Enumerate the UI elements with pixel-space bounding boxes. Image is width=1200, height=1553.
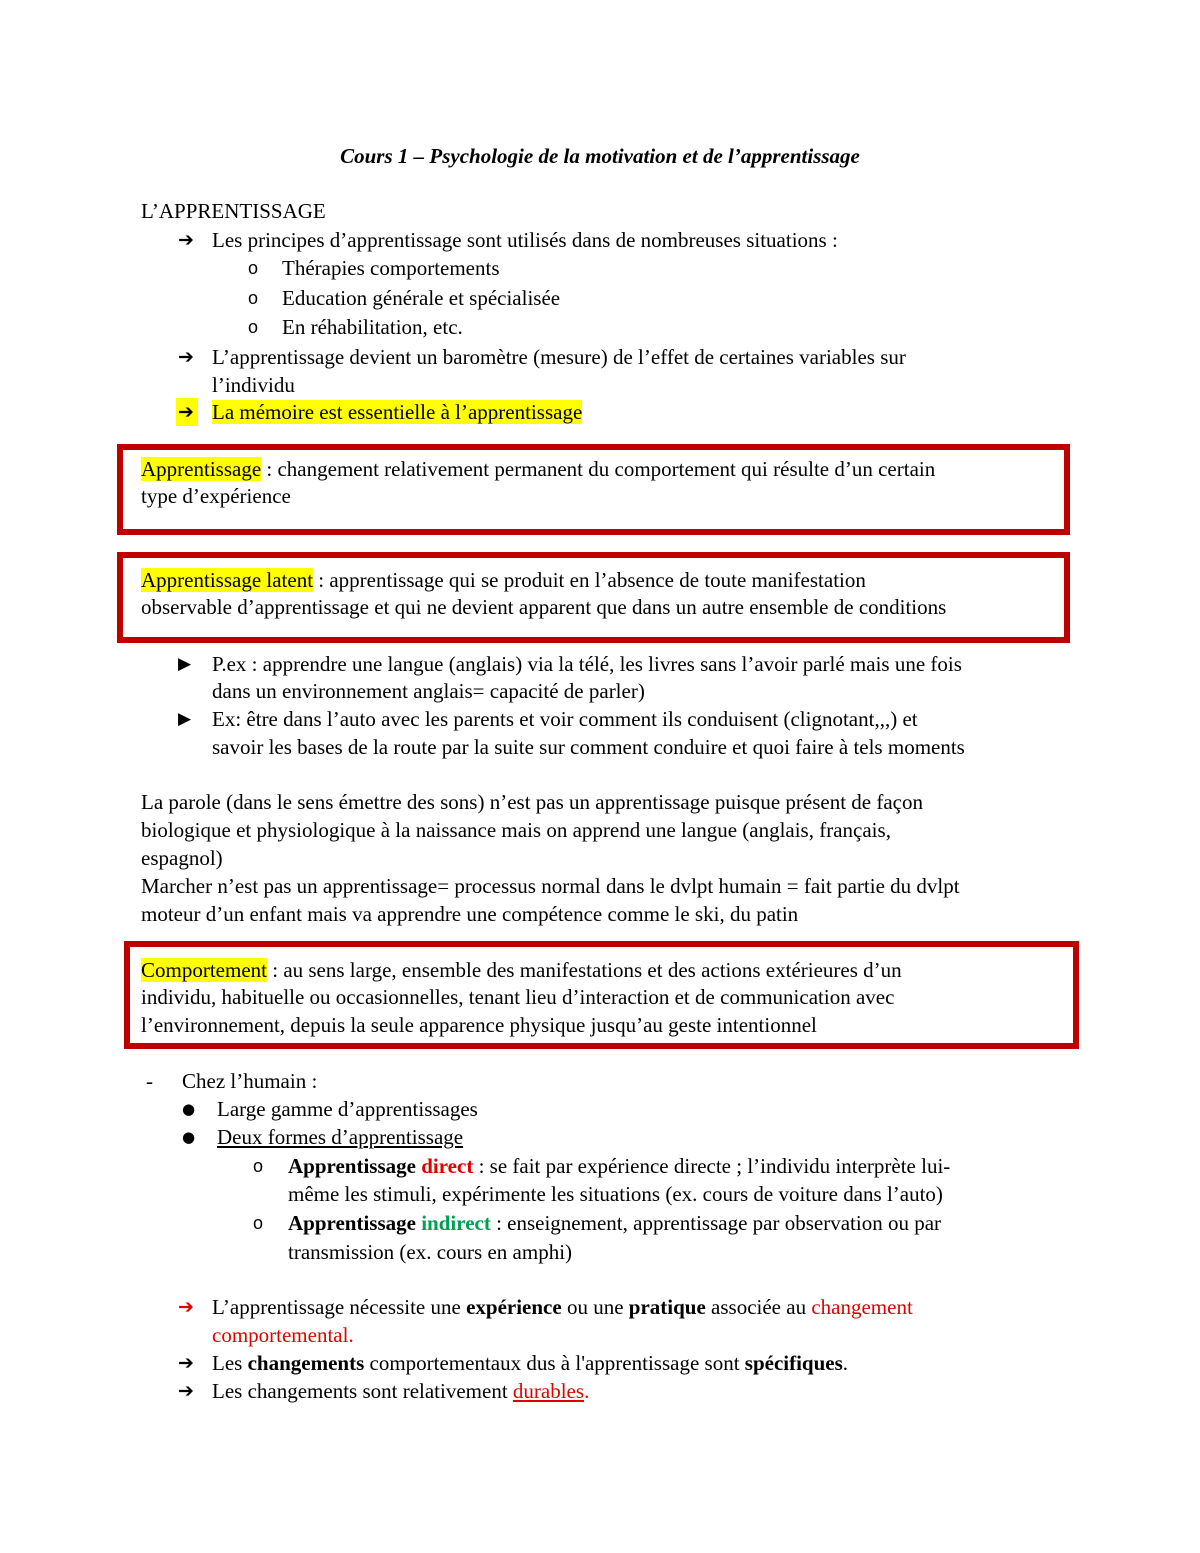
triangle-bullet-icon: ▶ — [178, 709, 192, 729]
arrow-icon: ➔ — [178, 1352, 194, 1374]
humain-bullet-1: Large gamme d’apprentissages — [217, 1097, 478, 1121]
circle-bullet-icon: o — [248, 288, 259, 308]
circle-bullet-icon: o — [248, 317, 259, 337]
triangle-bullet-icon: ▶ — [178, 654, 192, 674]
conclusion-1-line-1: L’apprentissage nécessite une expérience ou une pratique associée au changement — [212, 1295, 913, 1319]
intro-item-2-line-2: l’individu — [212, 373, 295, 397]
section-heading: L’APPRENTISSAGE — [141, 199, 326, 223]
intro-item-3 — [212, 398, 582, 426]
document-title: Cours 1 – Psychologie de la motivation et de l’apprentissage — [340, 144, 860, 168]
humain-heading: Chez l’humain : — [182, 1069, 318, 1093]
paragraph-1-line-3: espagnol) — [141, 846, 223, 870]
paragraph-2-line-1: Marcher n’est pas un apprentissage= processus normal dans le dvlpt humain = fait partie du dvlpt — [141, 874, 960, 898]
direct-word: direct — [421, 1154, 474, 1178]
bullet-dot-icon: ● — [182, 1100, 196, 1118]
indirect-label: Apprentissage — [288, 1211, 416, 1235]
direct-line-1: Apprentissage direct : se fait par expérience directe ; l’individu interprète lui- — [288, 1154, 951, 1178]
intro-sub-2: Education générale et spécialisée — [282, 286, 561, 310]
definition-term: Apprentissage — [141, 457, 262, 481]
paragraph-1-line-2: biologique et physiologique à la naissance mais on apprend une langue (anglais, français, — [141, 818, 891, 842]
conclusion-2: Les changements comportementaux dus à l'apprentissage sont spécifiques. — [212, 1351, 849, 1375]
dash-bullet: - — [146, 1069, 153, 1093]
paragraph-1-line-1: La parole (dans le sens émettre des sons) n’est pas un apprentissage puisque présent de façon — [141, 790, 923, 814]
arrow-icon: ➔ — [178, 346, 194, 368]
arrow-icon: ➔ — [176, 398, 198, 426]
intro-sub-3: En réhabilitation, etc. — [282, 315, 463, 339]
example-2-line-1: Ex: être dans l’auto avec les parents et voir comment ils conduisent (clignotant,,,) et — [212, 707, 918, 731]
circle-bullet-icon: o — [253, 1156, 264, 1176]
intro-item-2-line-1: L’apprentissage devient un baromètre (mesure) de l’effet de certaines variables sur — [212, 345, 906, 369]
circle-bullet-icon: o — [253, 1213, 264, 1233]
humain-bullet-2: Deux formes d’apprentissage — [217, 1125, 464, 1149]
conclusion-1-line-2: comportemental. — [212, 1323, 354, 1347]
arrow-icon: ➔ — [178, 1296, 194, 1318]
indirect-word: indirect — [421, 1211, 491, 1235]
definition-comportement-line-2: individu, habituelle ou occasionnelles, tenant lieu d’interaction et de communication avec — [141, 985, 895, 1009]
definition-apprentissage-line-2: type d’expérience — [141, 484, 291, 508]
circle-bullet-icon: o — [248, 258, 259, 278]
direct-line-2: même les stimuli, expérimente les situations (ex. cours de voiture dans l’auto) — [288, 1182, 943, 1206]
definition-comportement-line-1: Comportement : au sens large, ensemble des manifestations et des actions extérieures d’un — [141, 958, 902, 982]
direct-label: Apprentissage — [288, 1154, 416, 1178]
indirect-line-1: Apprentissage indirect : enseignement, apprentissage par observation ou par — [288, 1211, 942, 1235]
bullet-dot-icon: ● — [182, 1128, 196, 1146]
definition-latent-line-2: observable d’apprentissage et qui ne devient apparent que dans un autre ensemble de conditions — [141, 595, 947, 619]
definition-term: Comportement — [141, 958, 267, 982]
arrow-icon: ➔ — [178, 1380, 194, 1402]
definition-comportement-line-3: l’environnement, depuis la seule apparence physique jusqu’au geste intentionnel — [141, 1013, 817, 1037]
definition-apprentissage-line-1: Apprentissage : changement relativement permanent du comportement qui résulte d’un certain — [141, 457, 936, 481]
highlighted-text: La mémoire est essentielle à l’apprentissage — [212, 400, 583, 424]
conclusion-3: Les changements sont relativement durables. — [212, 1379, 590, 1403]
indirect-line-2: transmission (ex. cours en amphi) — [288, 1240, 573, 1264]
paragraph-2-line-2: moteur d’un enfant mais va apprendre une compétence comme le ski, du patin — [141, 902, 799, 926]
arrow-icon: ➔ — [178, 229, 194, 251]
example-1-line-2: dans un environnement anglais= capacité de parler) — [212, 679, 645, 703]
intro-sub-1: Thérapies comportements — [282, 256, 500, 280]
example-1-line-1: P.ex : apprendre une langue (anglais) via la télé, les livres sans l’avoir parlé mais une fois — [212, 652, 962, 676]
example-2-line-2: savoir les bases de la route par la suite sur comment conduire et quoi faire à tels moments — [212, 735, 965, 759]
definition-term: Apprentissage latent — [141, 568, 314, 592]
definition-latent-line-1: Apprentissage latent : apprentissage qui se produit en l’absence de toute manifestation — [141, 568, 866, 592]
intro-item-1: Les principes d’apprentissage sont utilisés dans de nombreuses situations : — [212, 228, 838, 252]
